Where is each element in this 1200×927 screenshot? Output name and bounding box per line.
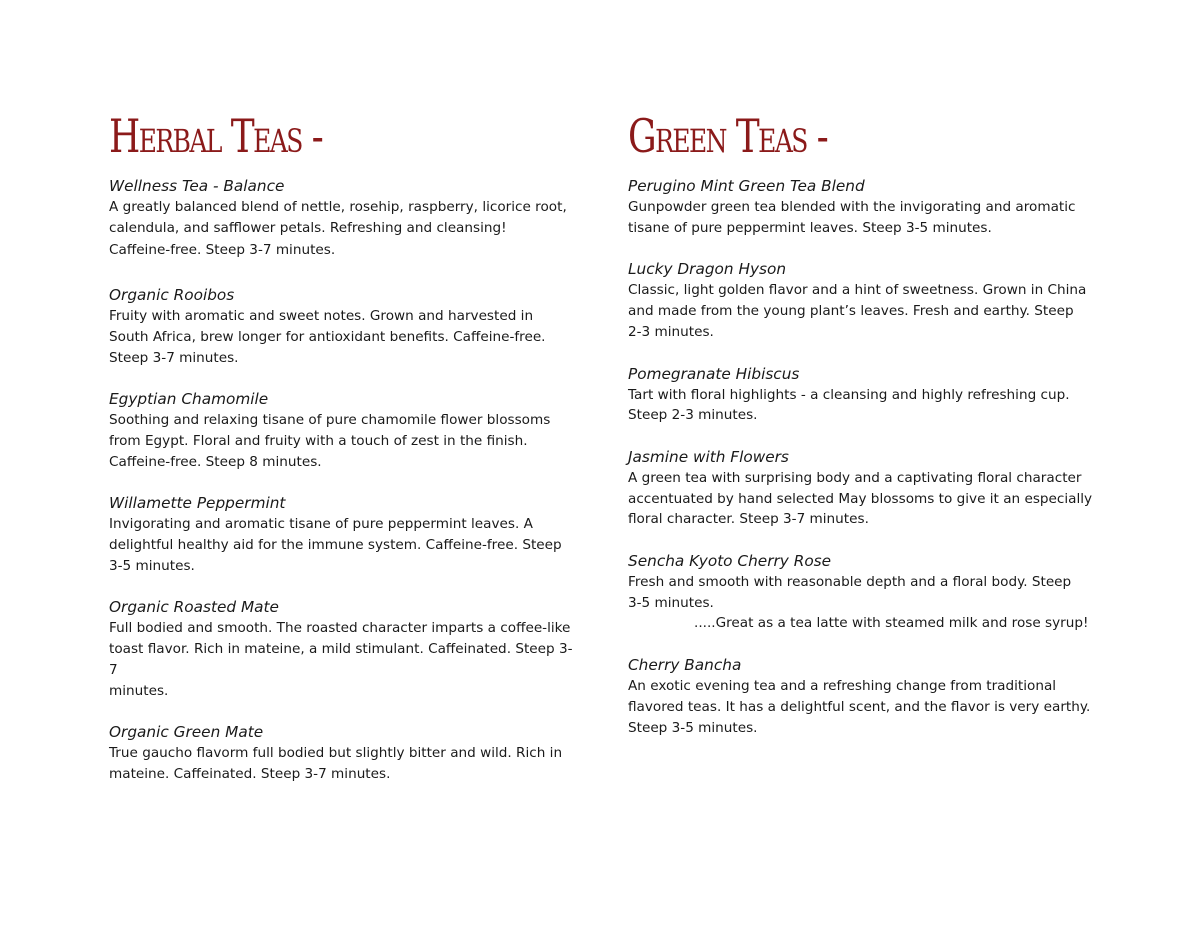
item-description-line: Steep 3-7 minutes. [109,349,239,366]
green-teas-column [628,108,1098,738]
item-description-line: Invigorating and aromatic tisane of pure peppermint leaves. A [109,516,533,533]
item-name: Lucky Dragon Hyson [628,260,787,279]
item-description-line: Tart with floral highlights - a cleansing and highly refreshing cup. [628,386,1070,403]
item-description-line: Fruity with aromatic and sweet notes. Grown and harvested in [109,308,534,325]
item-description-line: delightful healthy aid for the immune system. Caffeine-free. Steep [109,537,562,554]
item-description-line: Fresh and smooth with reasonable depth and a floral body. Steep [628,574,1072,591]
item-description-line: mateine. Caffeinated. Steep 3-7 minutes. [109,765,391,782]
item-name: Perugino Mint Green Tea Blend [628,177,865,195]
item-description-line: flavored teas. It has a delightful scent, and the flavor is very earthy. [628,698,1091,715]
item-description-line: toast flavor. Rich in mateine, a mild stimulant. Caffeinated. Steep 3-7 [109,641,573,678]
menu-item [628,446,1098,530]
item-description-line: floral character. Steep 3-7 minutes. [628,511,869,528]
item-description-line: and made from the young plant’s leaves. Fresh and earthy. Steep [628,303,1074,320]
menu-item [109,388,579,472]
item-name: Organic Rooibos [109,286,235,305]
menu-item [628,363,1098,426]
herbal-teas-heading: Herbal Teas - [109,109,323,163]
item-name: Cherry Bancha [628,656,742,675]
menu-item [628,258,1098,342]
item-description-line: from Egypt. Floral and fruity with a touch of zest in the finish. [109,432,528,449]
item-description-line: minutes. [109,682,169,699]
item-name: Willamette Peppermint [109,494,286,513]
item-name: Jasmine with Flowers [628,447,789,466]
menu-item [109,492,579,576]
item-description-line: accentuated by hand selected May blossoms to give it an especially [628,490,1093,507]
menu-item [628,550,1098,634]
item-description-line: 3-5 minutes. [109,557,195,574]
menu-item [628,175,1098,238]
item-serving-note: .....Great as a tea latte with steamed milk and rose syrup! [694,615,1089,632]
menu-item [109,284,579,368]
item-description-line: A greatly balanced blend of nettle, rosehip, raspberry, licorice root, [109,199,567,215]
item-name: Egyptian Chamomile [109,390,269,409]
item-name: Organic Roasted Mate [109,598,279,617]
menu-item [109,721,579,784]
item-description-line: tisane of pure peppermint leaves. Steep 3-5 minutes. [628,219,992,236]
item-description-line: Steep 3-5 minutes. [628,719,758,736]
menu-item [628,654,1098,738]
item-description-line: Caffeine-free. Steep 3-7 minutes. [109,242,336,259]
item-name: Sencha Kyoto Cherry Rose [628,552,832,571]
item-description-line: Soothing and relaxing tisane of pure chamomile flower blossoms [109,412,551,429]
item-description-line: calendula, and safflower petals. Refreshing and cleansing! [109,219,507,236]
item-name: Pomegranate Hibiscus [628,364,800,383]
item-description-line: An exotic evening tea and a refreshing change from traditional [628,678,1057,695]
green-teas-heading: Green Teas - [628,109,828,163]
item-description-line: 3-5 minutes. [628,594,714,611]
item-description-line: A green tea with surprising body and a captivating floral character [628,469,1082,486]
item-description-line: Caffeine-free. Steep 8 minutes. [109,453,322,470]
item-description-line: True gaucho flavorm full bodied but slightly bitter and wild. Rich in [109,745,563,762]
item-name: Organic Green Mate [109,723,264,742]
item-description-line: Classic, light golden flavor and a hint of sweetness. Grown in China [628,282,1087,299]
item-description-line: 2-3 minutes. [628,323,714,340]
item-description-line: Gunpowder green tea blended with the invigorating and aromatic [628,199,1076,215]
item-description-line: Full bodied and smooth. The roasted character imparts a coffee-like [109,620,571,637]
item-description-line: Steep 2-3 minutes. [628,407,758,424]
herbal-teas-column [109,108,579,785]
item-description-line: South Africa, brew longer for antioxidant benefits. Caffeine-free. [109,328,546,345]
item-name: Wellness Tea - Balance [109,177,285,195]
menu-item [109,175,579,261]
menu-item [109,596,579,701]
